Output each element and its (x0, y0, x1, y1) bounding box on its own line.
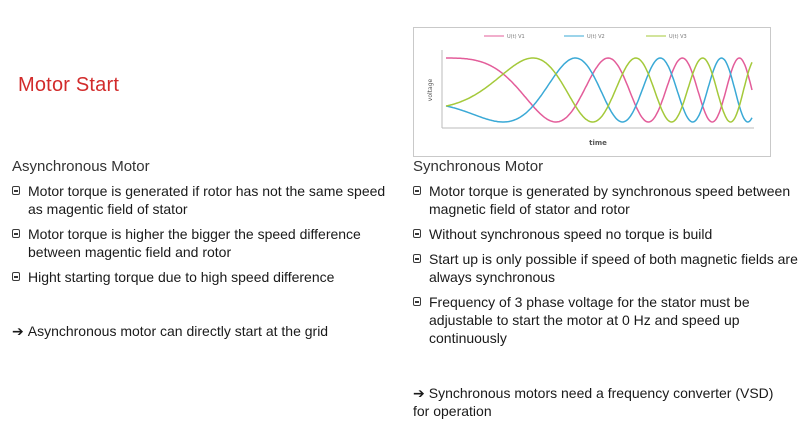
section-heading-synchronous: Synchronous Motor (413, 158, 544, 175)
asynchronous-conclusion (12, 322, 392, 340)
list-item (413, 293, 798, 347)
synchronous-motor-section (413, 158, 798, 354)
bullet-text: Without synchronous speed no torque is build (429, 226, 713, 242)
conclusion-text: Asynchronous motor can directly start at the grid (27, 323, 329, 339)
voltage-time-graph (413, 27, 771, 157)
list-item (413, 250, 798, 286)
conclusion-text: Synchronous motors need a frequency converter (VSD) for operation (413, 385, 774, 419)
bullet-text: Motor torque is generated if rotor has not the same speed as magentic field of stator (28, 183, 386, 217)
right-arrow-icon: ➔ (413, 385, 425, 401)
square-bullet-icon (12, 186, 20, 195)
synchronous-bullet-list (413, 182, 798, 347)
list-item (413, 182, 798, 218)
bullet-text: Hight starting torque due to high speed difference (28, 269, 335, 285)
square-bullet-icon (413, 254, 421, 263)
bullet-text: Motor torque is generated by synchronous speed between magnetic field of stator and rotor (429, 183, 791, 217)
synchronous-conclusion (413, 384, 793, 420)
list-item (12, 268, 392, 286)
square-bullet-icon (12, 229, 20, 238)
phase-3-curve (446, 58, 752, 122)
asynchronous-motor-section (12, 158, 392, 293)
square-bullet-icon (413, 186, 421, 195)
legend-label-3: U(t) V3 (669, 34, 687, 40)
list-item (12, 182, 392, 218)
section-heading-asynchronous: Asynchronous Motor (12, 158, 150, 175)
legend-label-2: U(t) V2 (587, 34, 605, 40)
bullet-text: Start up is only possible if speed of both magnetic fields are always synchronous (429, 251, 798, 285)
slide-title: Motor Start (18, 74, 120, 96)
right-arrow-icon: ➔ (12, 323, 24, 339)
graph-canvas (414, 28, 770, 156)
x-axis-label: time (589, 139, 607, 147)
square-bullet-icon (413, 297, 421, 306)
square-bullet-icon (413, 229, 421, 238)
square-bullet-icon (12, 272, 20, 281)
legend-label-1: U(t) V1 (507, 34, 525, 40)
y-axis-label: voltage (427, 78, 434, 102)
phase-2-curve (446, 58, 752, 122)
phase-1-curve (446, 58, 752, 122)
graph-legend (484, 34, 687, 40)
list-item (413, 225, 798, 243)
asynchronous-bullet-list (12, 182, 392, 286)
bullet-text: Motor torque is higher the bigger the speed difference between magentic field and rotor (28, 226, 361, 260)
list-item (12, 225, 392, 261)
bullet-text: Frequency of 3 phase voltage for the stator must be adjustable to start the motor at 0 Hz and speed up continuously (429, 294, 750, 346)
